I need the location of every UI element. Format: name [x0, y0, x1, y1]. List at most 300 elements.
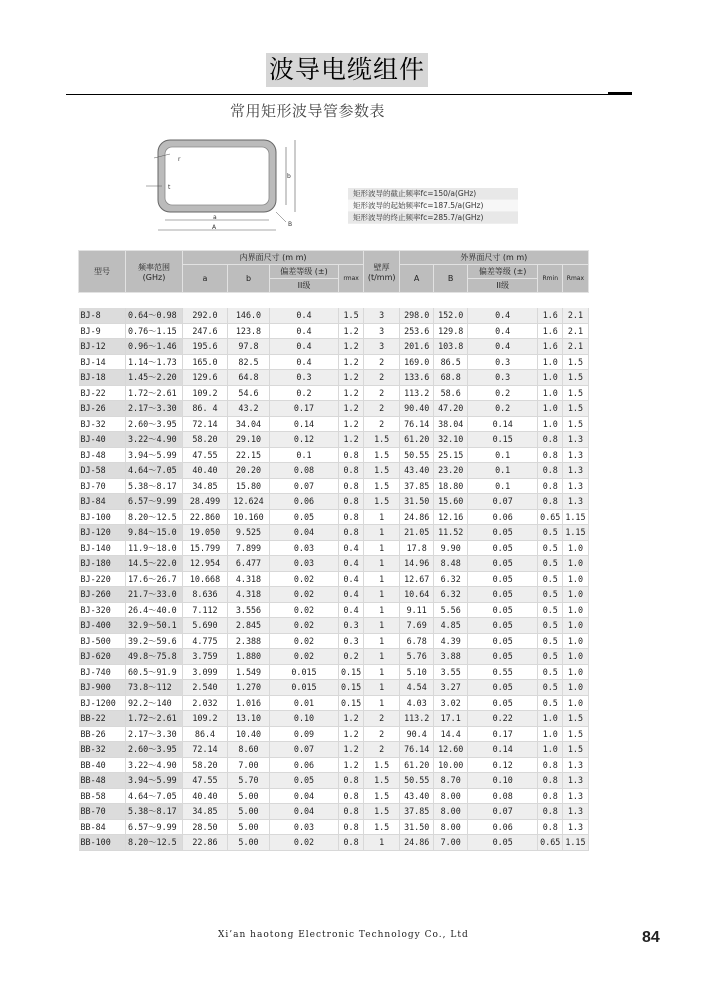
- cell-outer-B: 6.32: [434, 571, 468, 587]
- cell-outer-tolerance: 0.08: [468, 788, 538, 804]
- cell-outer-rmin: 0.5: [538, 680, 563, 696]
- cell-model: DJ-58: [79, 463, 126, 479]
- cell-model: BJ-740: [79, 664, 126, 680]
- cell-outer-A: 14.96: [400, 556, 434, 572]
- cell-inner-rmax: 1.2: [339, 432, 364, 448]
- cell-model: BJ-140: [79, 540, 126, 556]
- table-header: [79, 251, 589, 293]
- cell-inner-tolerance: 0.03: [270, 556, 339, 572]
- cell-outer-rmax: 2.1: [563, 308, 588, 323]
- cell-inner-tolerance: 0.02: [270, 835, 339, 851]
- cell-frequency: 1.45～2.20: [126, 370, 183, 386]
- header-inner-tolerance: 偏差等级 (±): [270, 265, 339, 279]
- cell-outer-rmax: 1.5: [563, 370, 588, 386]
- table-row: [79, 819, 589, 835]
- cell-inner-b: 34.04: [228, 416, 270, 432]
- cell-outer-rmax: 1.5: [563, 711, 588, 727]
- cell-model: BB-84: [79, 819, 126, 835]
- cell-inner-b: 5.00: [228, 835, 270, 851]
- cell-outer-rmin: 0.8: [538, 432, 563, 448]
- frequency-formulas: [348, 188, 518, 224]
- cell-outer-tolerance: 0.05: [468, 587, 538, 603]
- cell-outer-A: 5.10: [400, 664, 434, 680]
- cell-outer-rmin: 0.5: [538, 649, 563, 665]
- header-inner-a: a: [183, 265, 228, 293]
- table-row: [79, 695, 589, 711]
- cell-inner-rmax: 0.8: [339, 478, 364, 494]
- cell-inner-a: 72.14: [183, 742, 228, 758]
- cell-outer-rmax: 1.5: [563, 742, 588, 758]
- cell-outer-B: 7.00: [434, 835, 468, 851]
- cell-inner-b: 54.6: [228, 385, 270, 401]
- cell-outer-rmax: 1.3: [563, 773, 588, 789]
- cell-frequency: 0.96～1.46: [126, 339, 183, 355]
- cell-outer-B: 68.8: [434, 370, 468, 386]
- cell-inner-rmax: 1.2: [339, 323, 364, 339]
- cell-inner-b: 5.70: [228, 773, 270, 789]
- formula-end: 矩形波导的终止频率fc=285.7/a(GHz): [348, 212, 518, 224]
- cell-frequency: 11.9～18.0: [126, 540, 183, 556]
- cell-outer-rmax: 1.5: [563, 385, 588, 401]
- cell-frequency: 3.22～4.90: [126, 757, 183, 773]
- cell-wall: 2: [364, 354, 400, 370]
- cell-outer-rmax: 2.1: [563, 323, 588, 339]
- cell-inner-tolerance: 0.02: [270, 587, 339, 603]
- cell-outer-B: 10.00: [434, 757, 468, 773]
- cell-inner-b: 1.549: [228, 664, 270, 680]
- cell-inner-b: 12.624: [228, 494, 270, 510]
- table-row: [79, 323, 589, 339]
- cell-outer-B: 23.20: [434, 463, 468, 479]
- label-b: b: [287, 173, 291, 180]
- cell-outer-rmin: 0.5: [538, 587, 563, 603]
- cell-inner-rmax: 0.3: [339, 618, 364, 634]
- cell-inner-tolerance: 0.02: [270, 571, 339, 587]
- table-row: [79, 726, 589, 742]
- cell-model: BJ-1200: [79, 695, 126, 711]
- cell-frequency: 21.7～33.0: [126, 587, 183, 603]
- cell-outer-rmin: 0.8: [538, 478, 563, 494]
- cell-outer-rmin: 1.6: [538, 339, 563, 355]
- cell-wall: 1: [364, 695, 400, 711]
- cell-outer-B: 103.8: [434, 339, 468, 355]
- cell-inner-b: 5.00: [228, 819, 270, 835]
- cell-outer-B: 8.00: [434, 788, 468, 804]
- cell-outer-tolerance: 0.4: [468, 308, 538, 323]
- cell-inner-b: 8.60: [228, 742, 270, 758]
- header-inner-b: b: [228, 265, 270, 293]
- cell-outer-tolerance: 0.07: [468, 494, 538, 510]
- cell-inner-b: 22.15: [228, 447, 270, 463]
- cell-inner-rmax: 0.3: [339, 633, 364, 649]
- cell-outer-B: 17.1: [434, 711, 468, 727]
- cell-outer-B: 3.27: [434, 680, 468, 696]
- cell-inner-tolerance: 0.01: [270, 695, 339, 711]
- cell-outer-tolerance: 0.3: [468, 370, 538, 386]
- cell-inner-a: 4.775: [183, 633, 228, 649]
- cell-frequency: 32.9～50.1: [126, 618, 183, 634]
- cell-frequency: 17.6～26.7: [126, 571, 183, 587]
- cell-inner-tolerance: 0.06: [270, 494, 339, 510]
- cell-frequency: 14.5～22.0: [126, 556, 183, 572]
- cell-inner-tolerance: 0.2: [270, 385, 339, 401]
- cell-outer-rmax: 1.0: [563, 695, 588, 711]
- cell-wall: 1: [364, 649, 400, 665]
- cell-outer-B: 47.20: [434, 401, 468, 417]
- cell-outer-A: 7.69: [400, 618, 434, 634]
- cell-inner-tolerance: 0.14: [270, 416, 339, 432]
- cell-outer-rmin: 1.6: [538, 323, 563, 339]
- cell-outer-rmax: 1.0: [563, 587, 588, 603]
- cell-inner-tolerance: 0.02: [270, 649, 339, 665]
- label-B: B: [288, 221, 293, 228]
- cell-model: BJ-620: [79, 649, 126, 665]
- cell-wall: 2: [364, 370, 400, 386]
- cell-outer-tolerance: 0.06: [468, 509, 538, 525]
- cell-outer-tolerance: 0.1: [468, 447, 538, 463]
- cell-frequency: 3.22～4.90: [126, 432, 183, 448]
- cell-inner-tolerance: 0.06: [270, 757, 339, 773]
- cell-frequency: 3.94～5.99: [126, 773, 183, 789]
- cell-outer-rmin: 0.5: [538, 525, 563, 541]
- cell-outer-tolerance: 0.4: [468, 323, 538, 339]
- cell-outer-rmax: 1.3: [563, 804, 588, 820]
- cell-outer-rmax: 1.5: [563, 726, 588, 742]
- cell-wall: 3: [364, 323, 400, 339]
- cell-frequency: 92.2～140: [126, 695, 183, 711]
- cell-wall: 1.5: [364, 773, 400, 789]
- cell-model: BJ-26: [79, 401, 126, 417]
- table-row: [79, 308, 589, 323]
- header-outer-dimensions: 外界面尺寸 (m m): [400, 251, 588, 265]
- cell-frequency: 60.5～91.9: [126, 664, 183, 680]
- cell-inner-tolerance: 0.02: [270, 618, 339, 634]
- cell-inner-rmax: 0.8: [339, 447, 364, 463]
- cell-inner-b: 10.40: [228, 726, 270, 742]
- cell-wall: 2: [364, 711, 400, 727]
- cell-inner-a: 72.14: [183, 416, 228, 432]
- cell-wall: 1.5: [364, 463, 400, 479]
- cell-frequency: 39.2～59.6: [126, 633, 183, 649]
- cell-outer-A: 201.6: [400, 339, 434, 355]
- table-row: [79, 680, 589, 696]
- cell-model: BJ-22: [79, 385, 126, 401]
- cell-outer-rmin: 1.0: [538, 370, 563, 386]
- cell-inner-rmax: 1.2: [339, 757, 364, 773]
- cell-outer-A: 76.14: [400, 742, 434, 758]
- cell-outer-rmax: 2.1: [563, 339, 588, 355]
- table-row: [79, 556, 589, 572]
- cell-outer-tolerance: 0.05: [468, 695, 538, 711]
- cell-wall: 1: [364, 571, 400, 587]
- cell-outer-rmax: 1.3: [563, 447, 588, 463]
- header-inner-dimensions: 内界面尺寸 (m m): [183, 251, 364, 265]
- cell-wall: 1.5: [364, 447, 400, 463]
- waveguide-parameter-table: [78, 250, 589, 851]
- cell-inner-rmax: 0.8: [339, 773, 364, 789]
- cell-frequency: 5.38～8.17: [126, 804, 183, 820]
- cell-outer-B: 14.4: [434, 726, 468, 742]
- cell-outer-rmax: 1.5: [563, 354, 588, 370]
- table-row: [79, 835, 589, 851]
- cell-outer-A: 43.40: [400, 463, 434, 479]
- cell-outer-tolerance: 0.05: [468, 556, 538, 572]
- table-row: [79, 447, 589, 463]
- cell-outer-B: 4.39: [434, 633, 468, 649]
- label-t: t: [168, 184, 171, 191]
- cell-inner-a: 195.6: [183, 339, 228, 355]
- cell-inner-rmax: 0.4: [339, 602, 364, 618]
- company-footer: Xi’an haotong Electronic Technology Co., Ltd: [218, 930, 469, 940]
- cell-outer-tolerance: 0.4: [468, 339, 538, 355]
- cell-outer-B: 152.0: [434, 308, 468, 323]
- cell-inner-rmax: 1.2: [339, 742, 364, 758]
- cell-model: BJ-70: [79, 478, 126, 494]
- cell-outer-tolerance: 0.10: [468, 773, 538, 789]
- cell-inner-a: 129.6: [183, 370, 228, 386]
- cell-wall: 1: [364, 556, 400, 572]
- table-row: [79, 571, 589, 587]
- cell-outer-B: 6.32: [434, 587, 468, 603]
- cell-frequency: 6.57～9.99: [126, 494, 183, 510]
- cell-inner-a: 109.2: [183, 385, 228, 401]
- cell-outer-rmin: 0.5: [538, 556, 563, 572]
- cell-outer-B: 9.90: [434, 540, 468, 556]
- cell-outer-A: 76.14: [400, 416, 434, 432]
- cell-inner-tolerance: 0.08: [270, 463, 339, 479]
- table-row: [79, 633, 589, 649]
- cell-inner-b: 6.477: [228, 556, 270, 572]
- cell-inner-b: 5.00: [228, 804, 270, 820]
- cell-inner-tolerance: 0.4: [270, 323, 339, 339]
- cell-outer-tolerance: 0.2: [468, 401, 538, 417]
- cell-model: BJ-48: [79, 447, 126, 463]
- cell-outer-rmax: 1.3: [563, 463, 588, 479]
- cell-inner-tolerance: 0.09: [270, 726, 339, 742]
- cell-frequency: 73.8～112: [126, 680, 183, 696]
- cell-outer-A: 61.20: [400, 432, 434, 448]
- table-row: [79, 602, 589, 618]
- cell-inner-tolerance: 0.4: [270, 354, 339, 370]
- cell-model: BJ-32: [79, 416, 126, 432]
- cell-inner-a: 8.636: [183, 587, 228, 603]
- cell-outer-tolerance: 0.05: [468, 571, 538, 587]
- cell-outer-B: 8.00: [434, 804, 468, 820]
- cell-inner-a: 86. 4: [183, 401, 228, 417]
- cell-inner-b: 82.5: [228, 354, 270, 370]
- cell-frequency: 2.17～3.30: [126, 726, 183, 742]
- cell-inner-tolerance: 0.4: [270, 308, 339, 323]
- cell-wall: 1: [364, 509, 400, 525]
- cell-outer-tolerance: 0.05: [468, 540, 538, 556]
- cell-wall: 1: [364, 602, 400, 618]
- cell-inner-a: 40.40: [183, 788, 228, 804]
- cell-outer-rmin: 0.8: [538, 494, 563, 510]
- cell-outer-tolerance: 0.06: [468, 819, 538, 835]
- header-inner-rmax: rmax: [339, 265, 364, 293]
- cell-wall: 1.5: [364, 478, 400, 494]
- cell-outer-A: 24.86: [400, 509, 434, 525]
- cell-outer-B: 3.02: [434, 695, 468, 711]
- table-row: [79, 804, 589, 820]
- cell-inner-rmax: 1.2: [339, 711, 364, 727]
- cell-outer-rmin: 0.5: [538, 664, 563, 680]
- cell-outer-tolerance: 0.15: [468, 432, 538, 448]
- cell-frequency: 9.84～15.0: [126, 525, 183, 541]
- cell-outer-tolerance: 0.14: [468, 416, 538, 432]
- cell-outer-A: 50.55: [400, 773, 434, 789]
- cell-outer-A: 31.50: [400, 494, 434, 510]
- table-row: [79, 525, 589, 541]
- cell-model: BJ-40: [79, 432, 126, 448]
- cell-wall: 2: [364, 416, 400, 432]
- cell-frequency: 26.4～40.0: [126, 602, 183, 618]
- cell-frequency: 4.64～7.05: [126, 788, 183, 804]
- cell-wall: 1: [364, 540, 400, 556]
- cell-inner-b: 4.318: [228, 587, 270, 603]
- header-frequency: 频率范围 (GHz): [126, 251, 183, 293]
- cell-model: BB-40: [79, 757, 126, 773]
- cell-inner-rmax: 0.8: [339, 788, 364, 804]
- cell-inner-rmax: 0.15: [339, 695, 364, 711]
- cell-inner-rmax: 0.8: [339, 819, 364, 835]
- cell-inner-a: 7.112: [183, 602, 228, 618]
- inner-cavity: [165, 147, 269, 205]
- cell-inner-tolerance: 0.07: [270, 742, 339, 758]
- table-row: [79, 370, 589, 386]
- header-rule-accent: [608, 92, 632, 95]
- cell-inner-a: 28.499: [183, 494, 228, 510]
- cell-model: BJ-260: [79, 587, 126, 603]
- cell-inner-a: 34.85: [183, 478, 228, 494]
- cell-inner-b: 1.880: [228, 649, 270, 665]
- cell-outer-A: 24.86: [400, 835, 434, 851]
- cell-model: BB-70: [79, 804, 126, 820]
- header-outer-tolerance: 偏差等级 (±): [468, 265, 538, 279]
- cell-outer-tolerance: 0.1: [468, 478, 538, 494]
- cell-inner-b: 97.8: [228, 339, 270, 355]
- cell-outer-tolerance: 0.2: [468, 385, 538, 401]
- cell-outer-B: 18.80: [434, 478, 468, 494]
- cell-model: BJ-180: [79, 556, 126, 572]
- cell-inner-tolerance: 0.10: [270, 711, 339, 727]
- table-row: [79, 339, 589, 355]
- cell-inner-a: 247.6: [183, 323, 228, 339]
- cell-inner-b: 9.525: [228, 525, 270, 541]
- cell-inner-rmax: 0.8: [339, 494, 364, 510]
- table-row: [79, 773, 589, 789]
- cell-outer-B: 12.16: [434, 509, 468, 525]
- cell-frequency: 8.20～12.5: [126, 835, 183, 851]
- cell-inner-tolerance: 0.03: [270, 540, 339, 556]
- cell-outer-B: 3.55: [434, 664, 468, 680]
- cell-inner-tolerance: 0.05: [270, 509, 339, 525]
- cell-outer-A: 37.85: [400, 478, 434, 494]
- cell-outer-rmax: 1.0: [563, 649, 588, 665]
- cell-model: BB-58: [79, 788, 126, 804]
- cell-outer-rmax: 1.5: [563, 416, 588, 432]
- cell-inner-rmax: 0.8: [339, 463, 364, 479]
- cell-outer-rmax: 1.0: [563, 664, 588, 680]
- cell-outer-tolerance: 0.05: [468, 680, 538, 696]
- cell-model: BJ-8: [79, 308, 126, 323]
- cell-outer-rmax: 1.3: [563, 819, 588, 835]
- cell-inner-rmax: 0.2: [339, 649, 364, 665]
- cell-wall: 1: [364, 525, 400, 541]
- header-outer-rmin: Rmin: [538, 265, 563, 293]
- page-number: 84: [642, 929, 660, 946]
- cell-model: BJ-84: [79, 494, 126, 510]
- cell-model: BB-22: [79, 711, 126, 727]
- cell-inner-b: 5.00: [228, 788, 270, 804]
- cell-outer-tolerance: 0.07: [468, 804, 538, 820]
- cell-outer-tolerance: 0.3: [468, 354, 538, 370]
- cell-outer-A: 10.64: [400, 587, 434, 603]
- cell-outer-tolerance: 0.05: [468, 525, 538, 541]
- cell-outer-A: 90.40: [400, 401, 434, 417]
- cell-outer-tolerance: 0.05: [468, 649, 538, 665]
- cell-model: BB-26: [79, 726, 126, 742]
- cell-inner-b: 15.80: [228, 478, 270, 494]
- cell-inner-a: 40.40: [183, 463, 228, 479]
- cell-inner-a: 12.954: [183, 556, 228, 572]
- table-title: 常用矩形波导管参数表: [230, 102, 386, 120]
- cell-outer-B: 3.88: [434, 649, 468, 665]
- cell-model: BJ-14: [79, 354, 126, 370]
- cell-inner-b: 64.8: [228, 370, 270, 386]
- cell-outer-rmin: 0.65: [538, 509, 563, 525]
- cell-model: BJ-400: [79, 618, 126, 634]
- cell-outer-rmax: 1.15: [563, 509, 588, 525]
- cell-outer-rmin: 0.65: [538, 835, 563, 851]
- cell-inner-b: 4.318: [228, 571, 270, 587]
- cell-outer-A: 43.40: [400, 788, 434, 804]
- cell-outer-A: 17.8: [400, 540, 434, 556]
- cell-outer-B: 38.04: [434, 416, 468, 432]
- cell-outer-B: 15.60: [434, 494, 468, 510]
- cell-frequency: 1.14～1.73: [126, 354, 183, 370]
- cell-frequency: 0.76～1.15: [126, 323, 183, 339]
- cell-frequency: 0.64～0.98: [126, 308, 183, 323]
- cell-inner-b: 29.10: [228, 432, 270, 448]
- header-inner-grade: II级: [270, 279, 339, 293]
- cell-wall: 1.5: [364, 494, 400, 510]
- table-row: [79, 478, 589, 494]
- cell-inner-a: 109.2: [183, 711, 228, 727]
- cell-inner-tolerance: 0.4: [270, 339, 339, 355]
- table-row: [79, 540, 589, 556]
- cell-inner-rmax: 1.2: [339, 416, 364, 432]
- cell-inner-a: 165.0: [183, 354, 228, 370]
- cell-inner-rmax: 0.4: [339, 587, 364, 603]
- cell-outer-rmax: 1.0: [563, 602, 588, 618]
- cell-outer-rmin: 0.5: [538, 695, 563, 711]
- table-row: [79, 742, 589, 758]
- cell-wall: 2: [364, 401, 400, 417]
- cell-inner-b: 146.0: [228, 308, 270, 323]
- cell-outer-tolerance: 0.22: [468, 711, 538, 727]
- cell-outer-A: 5.76: [400, 649, 434, 665]
- cell-outer-rmin: 1.0: [538, 726, 563, 742]
- cell-outer-A: 253.6: [400, 323, 434, 339]
- cell-frequency: 49.8～75.8: [126, 649, 183, 665]
- cell-inner-a: 5.690: [183, 618, 228, 634]
- cell-outer-rmax: 1.3: [563, 788, 588, 804]
- cell-outer-rmax: 1.3: [563, 432, 588, 448]
- cell-outer-B: 11.52: [434, 525, 468, 541]
- cell-outer-rmin: 1.0: [538, 385, 563, 401]
- cell-inner-tolerance: 0.1: [270, 447, 339, 463]
